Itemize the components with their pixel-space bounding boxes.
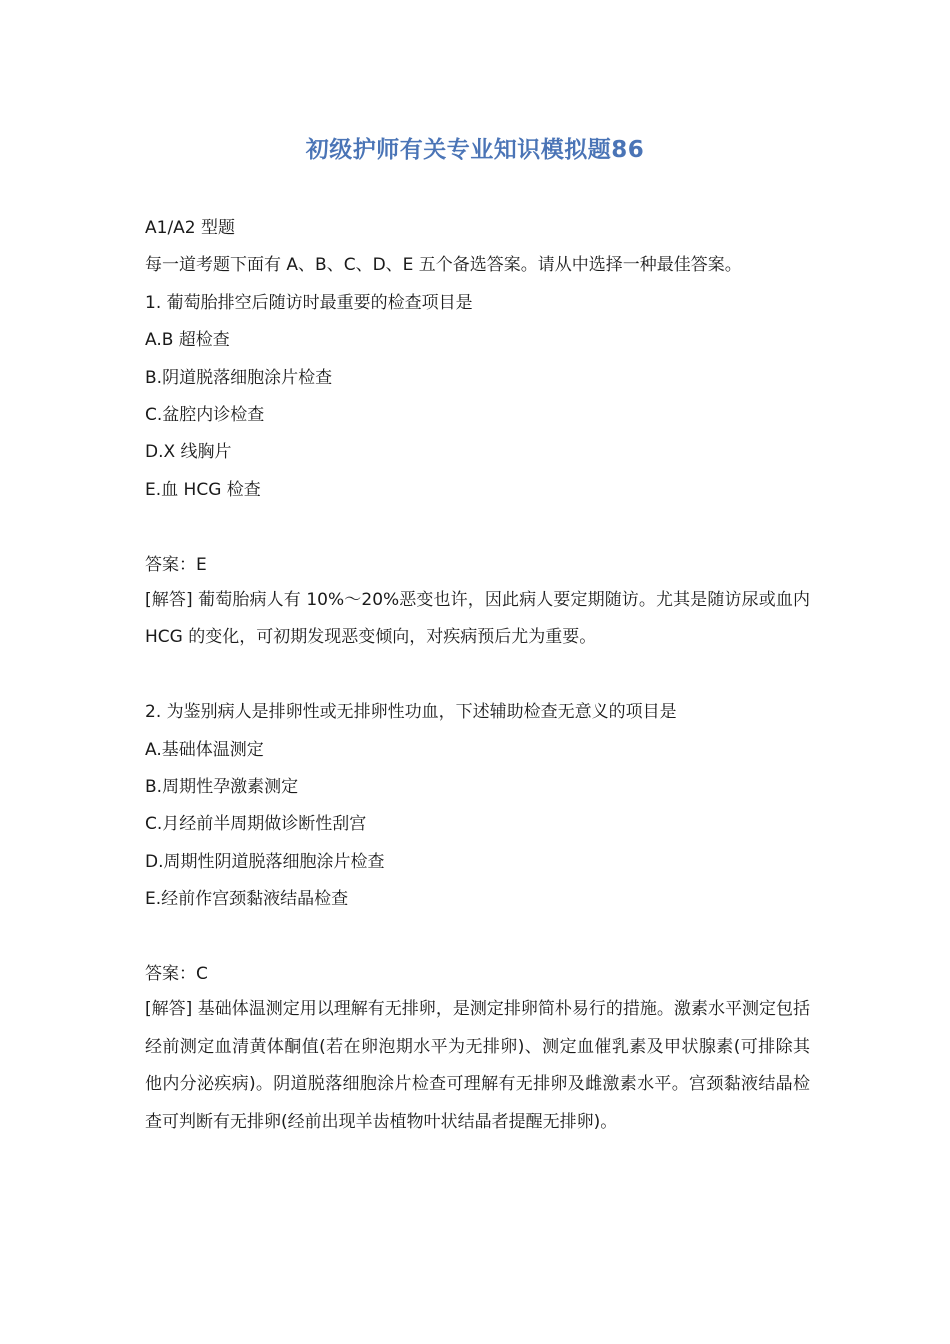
question-stem: 2. 为鉴别病人是排卵性或无排卵性功血，下述辅助检查无意义的项目是 [145, 702, 677, 723]
explanation: [解答] 基础体温测定用以理解有无排卵，是测定排卵简朴易行的措施。激素水平测定包括经前测定血清黄体酮值(若在卵泡期水平为无排卵)、测定血催乳素及甲状腺素(可排除其他内分泌疾病)。阴道脱落细胞涂片检查可理解有无排卵及雌激素水平。宫颈黏液结晶检查可判断有无排卵(经前出现羊齿植物叶状结晶者提醒无排卵)。 [145, 999, 810, 1132]
option-b: B.周期性孕激素测定 [145, 777, 299, 798]
section-type: A1/A2 型题 [145, 218, 236, 238]
option-c: C.月经前半周期做诊断性刮宫 [145, 814, 367, 835]
option-c: C.盆腔内诊检查 [145, 405, 265, 426]
explanation: [解答] 葡萄胎病人有 10%～20%恶变也许，因此病人要定期随访。尤其是随访尿或血内 HCG 的变化，可初期发现恶变倾向，对疾病预后尤为重要。 [145, 590, 810, 648]
option-a: A.B 超检查 [145, 330, 230, 351]
question-block [145, 285, 810, 657]
option-d: D.周期性阴道脱落细胞涂片检查 [145, 851, 385, 872]
instructions: 每一道考题下面有 A、B、C、D、E 五个备选答案。请从中选择一种最佳答案。 [145, 255, 742, 276]
question-stem: 1. 葡萄胎排空后随访时最重要的检查项目是 [145, 292, 473, 313]
document-title: 初级护师有关专业知识模拟题86 [305, 137, 645, 163]
question-block [145, 694, 810, 1141]
option-e: E.经前作宫颈黏液结晶检查 [145, 889, 349, 910]
document-body [145, 210, 810, 1141]
option-e: E.血 HCG 检查 [145, 479, 261, 500]
answer: 答案：C [145, 964, 208, 985]
option-b: B.阴道脱落细胞涂片检查 [145, 367, 333, 388]
option-a: A.基础体温测定 [145, 739, 264, 760]
answer: 答案：E [145, 554, 207, 575]
option-d: D.X 线胸片 [145, 442, 232, 463]
